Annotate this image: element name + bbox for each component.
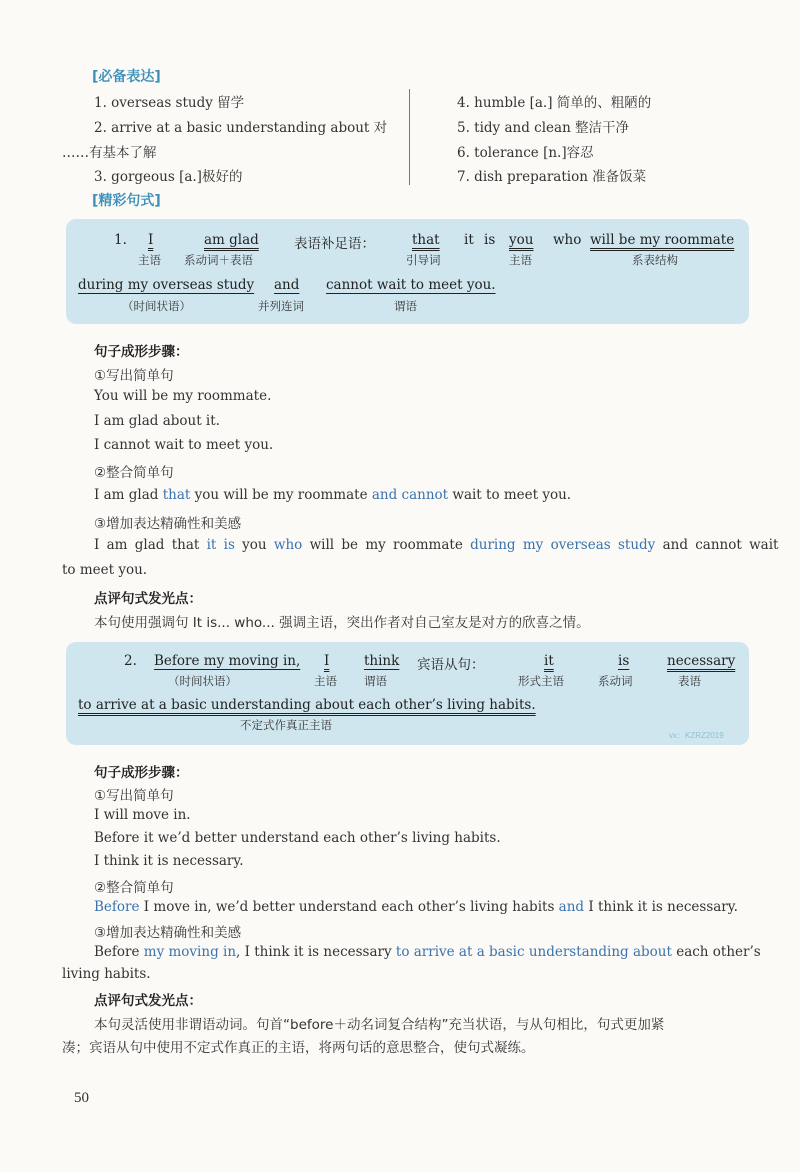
s1-ann-predicate: 谓语: [394, 299, 417, 313]
s2-to-arrive: to arrive at a basic understanding about each other’s living habits.: [78, 697, 536, 713]
vocab-item-7: 7. dish preparation 准备饭菜: [457, 169, 647, 185]
s1-ann-guide: 引导词: [406, 253, 441, 267]
s1-ann-linkverb: 系动词＋表语: [184, 253, 253, 267]
s1-during: during my overseas study: [78, 277, 255, 293]
page-number: 50: [74, 1090, 89, 1106]
column-divider: [409, 89, 410, 185]
s1-ann-time: （时间状语）: [122, 299, 191, 313]
vocab-item-1: 1. overseas study 留学: [94, 95, 245, 111]
steps1-step2: ②整合简单句: [94, 465, 174, 481]
s2-label: 宾语从句：: [417, 657, 485, 673]
steps1-step1: ①写出简单句: [94, 368, 174, 384]
steps2-s1: I will move in.: [94, 807, 191, 823]
steps1-s3: I cannot wait to meet you.: [94, 437, 274, 453]
s2-ann-predicate: 谓语: [364, 674, 387, 688]
steps1-step3: ③增加表达精确性和美感: [94, 516, 242, 532]
s1-who: who: [553, 232, 582, 248]
steps1-s1: You will be my roommate.: [94, 388, 272, 404]
steps1-combined: I am glad that you will be my roommate and cannot wait to meet you.: [94, 487, 572, 503]
wonderful-sentences-title: [精彩句式]: [92, 193, 161, 209]
steps2-s2: Before it we’d better understand each other’s living habits.: [94, 830, 501, 846]
steps2-enhanced-cont: living habits.: [62, 966, 151, 982]
steps2-comment-heading: 点评句式发光点：: [94, 993, 202, 1009]
steps2-combined: Before I move in, we’d better understand each other’s living habits and I think it is necessary.: [94, 899, 738, 915]
s1-is: is: [484, 232, 496, 248]
steps2-enhanced: Before my moving in, I think it is necessary to arrive at a basic understanding about each other’s: [94, 944, 761, 960]
vocab-item-5: 5. tidy and clean 整洁干净: [457, 120, 630, 136]
s2-ann-linkverb: 系动词: [598, 674, 633, 688]
steps1-heading: 句子成形步骤：: [94, 344, 189, 360]
steps1-enhanced-cont: to meet you.: [62, 562, 148, 578]
s1-label: 表语补足语：: [294, 236, 375, 252]
s2-subject: I: [324, 653, 330, 669]
sentence-2-box: [66, 642, 749, 745]
s2-is: is: [618, 653, 630, 669]
s2-ann-formal-subject: 形式主语: [518, 674, 564, 688]
s1-subject: I: [148, 232, 154, 248]
s1-ann-subject: 主语: [138, 253, 161, 267]
s1-you: you: [509, 232, 534, 248]
steps2-step3: ③增加表达精确性和美感: [94, 925, 242, 941]
s1-ann-structure: 系表结构: [632, 253, 678, 267]
s1-cannot: cannot wait to meet you.: [326, 277, 496, 293]
steps2-heading: 句子成形步骤：: [94, 765, 189, 781]
vocab-item-6: 6. tolerance [n.]容忍: [457, 145, 594, 161]
essential-expressions-title: [必备表达]: [92, 69, 161, 85]
steps2-step1: ①写出简单句: [94, 788, 174, 804]
steps2-comment-line1: 本句灵活使用非谓语动词。句首“before＋动名词复合结构”充当状语，与从句相比，句式更加紧: [94, 1017, 665, 1033]
s1-am-glad: am glad: [204, 232, 259, 248]
steps1-s2: I am glad about it.: [94, 413, 220, 429]
steps1-comment: 本句使用强调句 It is... who... 强调主语，突出作者对自己室友是对方的欣喜之情。: [94, 615, 590, 631]
s2-before: Before my moving in,: [154, 653, 301, 669]
s1-ann-conj: 并列连词: [258, 299, 304, 313]
s1-that: that: [412, 232, 440, 248]
watermark: vx：KZRZ2019: [669, 731, 724, 740]
s2-number: 2.: [124, 653, 137, 669]
steps1-comment-heading: 点评句式发光点：: [94, 591, 202, 607]
vocab-item-2: 2. arrive at a basic understanding about 对: [94, 120, 388, 136]
s1-it: it: [464, 232, 474, 248]
steps1-enhanced: I am glad that it is you who will be my roommate during my overseas study and cannot wait: [94, 537, 779, 553]
steps2-s3: I think it is necessary.: [94, 853, 244, 869]
s2-think: think: [364, 653, 400, 669]
vocab-item-3: 3. gorgeous [a.]极好的: [94, 169, 243, 185]
steps2-step2: ②整合简单句: [94, 880, 174, 896]
steps2-comment-line2: 凑；宾语从句中使用不定式作真正的主语，将两句话的意思整合，使句式凝练。: [62, 1040, 535, 1056]
s2-it: it: [544, 653, 554, 669]
s2-ann-predicative: 表语: [678, 674, 701, 688]
s2-ann-subject: 主语: [314, 674, 337, 688]
s1-will-be: will be my roommate: [590, 232, 735, 248]
vocab-item-4: 4. humble [a.] 简单的、粗陋的: [457, 95, 652, 111]
s1-and: and: [274, 277, 300, 293]
sentence-1-box: [66, 219, 749, 324]
s2-ann-time: （时间状语）: [168, 674, 237, 688]
s1-ann-subject2: 主语: [509, 253, 532, 267]
s2-necessary: necessary: [667, 653, 736, 669]
s2-ann-infinitive: 不定式作真正主语: [240, 718, 332, 732]
vocab-item-2-cont: ……有基本了解: [62, 145, 157, 161]
s1-number: 1.: [114, 232, 127, 248]
